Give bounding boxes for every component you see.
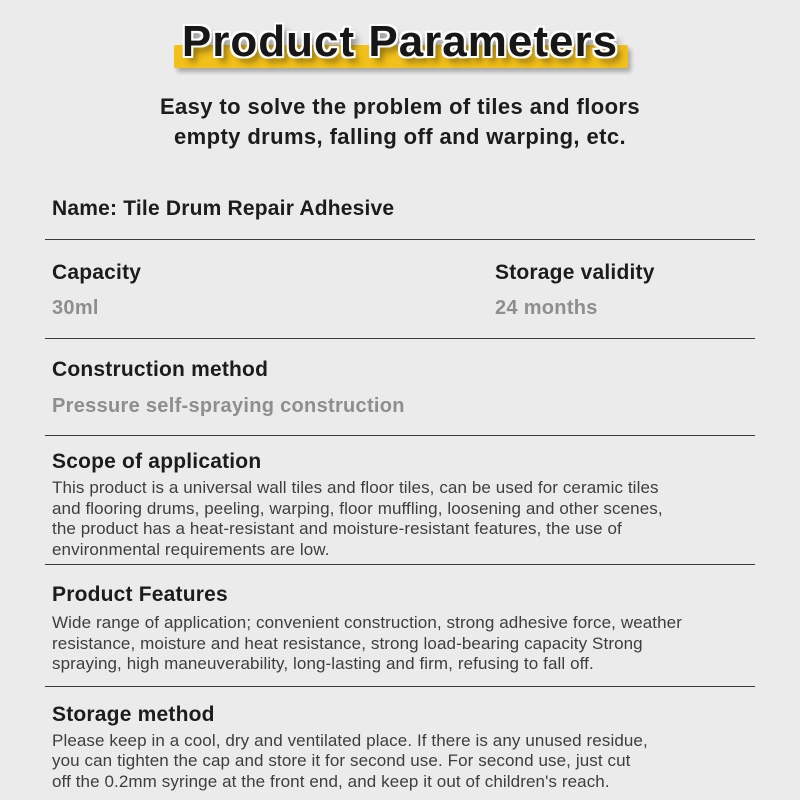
storage-body-line: off the 0.2mm syringe at the front end, and keep it out of children's reach. <box>52 771 610 791</box>
section-product-features <box>52 582 752 675</box>
construction-method-heading: Construction method <box>52 358 269 381</box>
scope-body <box>52 478 752 560</box>
scope-body-line: environmental requirements are low. <box>52 539 330 559</box>
construction-method-value: Pressure self-spraying construction <box>52 395 405 417</box>
page-title-text: Product Parameters <box>181 17 619 66</box>
spec-capacity-value: 30ml <box>52 297 99 319</box>
section-divider <box>45 686 755 687</box>
product-name: Name: Tile Drum Repair Adhesive <box>52 197 395 220</box>
subtitle-line-1: Easy to solve the problem of tiles and floors <box>159 94 641 119</box>
subtitle-line-2: empty drums, falling off and warping, etc. <box>174 124 626 149</box>
spec-storage-validity-label: Storage validity <box>495 261 655 284</box>
scope-heading: Scope of application <box>52 450 262 473</box>
spec-storage-validity <box>495 260 752 320</box>
features-heading: Product Features <box>52 583 228 606</box>
section-divider <box>45 239 755 240</box>
subtitle <box>0 92 800 152</box>
section-scope-of-application <box>52 449 752 560</box>
features-body-line: spraying, high maneuverability, long-lasting and firm, refusing to fall off. <box>52 654 594 673</box>
section-divider <box>45 338 755 339</box>
section-construction-method <box>52 357 752 418</box>
spec-storage-validity-value: 24 months <box>495 297 598 319</box>
section-divider <box>45 435 755 436</box>
spec-capacity-label: Capacity <box>52 261 142 284</box>
section-divider <box>45 564 755 565</box>
features-body-line: Wide range of application; convenient construction, strong adhesive force, weather <box>52 613 683 632</box>
features-body <box>52 613 752 675</box>
scope-body-line: This product is a universal wall tiles and floor tiles, can be used for ceramic tiles <box>52 478 659 497</box>
spec-capacity <box>52 260 495 320</box>
scope-body-line: and flooring drums, peeling, warping, floor muffling, loosening and other scenes, <box>52 498 663 518</box>
storage-body-line: you can tighten the cap and store it for second use. For second use, just cut <box>52 751 631 770</box>
storage-body <box>52 731 752 793</box>
section-storage-method <box>52 702 752 793</box>
storage-heading: Storage method <box>52 702 215 726</box>
spec-row <box>0 260 800 320</box>
page-title <box>182 16 618 68</box>
features-body-line: resistance, moisture and heat resistance, strong load-bearing capacity Strong <box>52 633 643 653</box>
scope-body-line: the product has a heat-resistant and moisture-resistant features, the use of <box>52 519 622 538</box>
header <box>0 0 800 152</box>
storage-body-line: Please keep in a cool, dry and ventilated place. If there is any unused residue, <box>52 730 648 750</box>
